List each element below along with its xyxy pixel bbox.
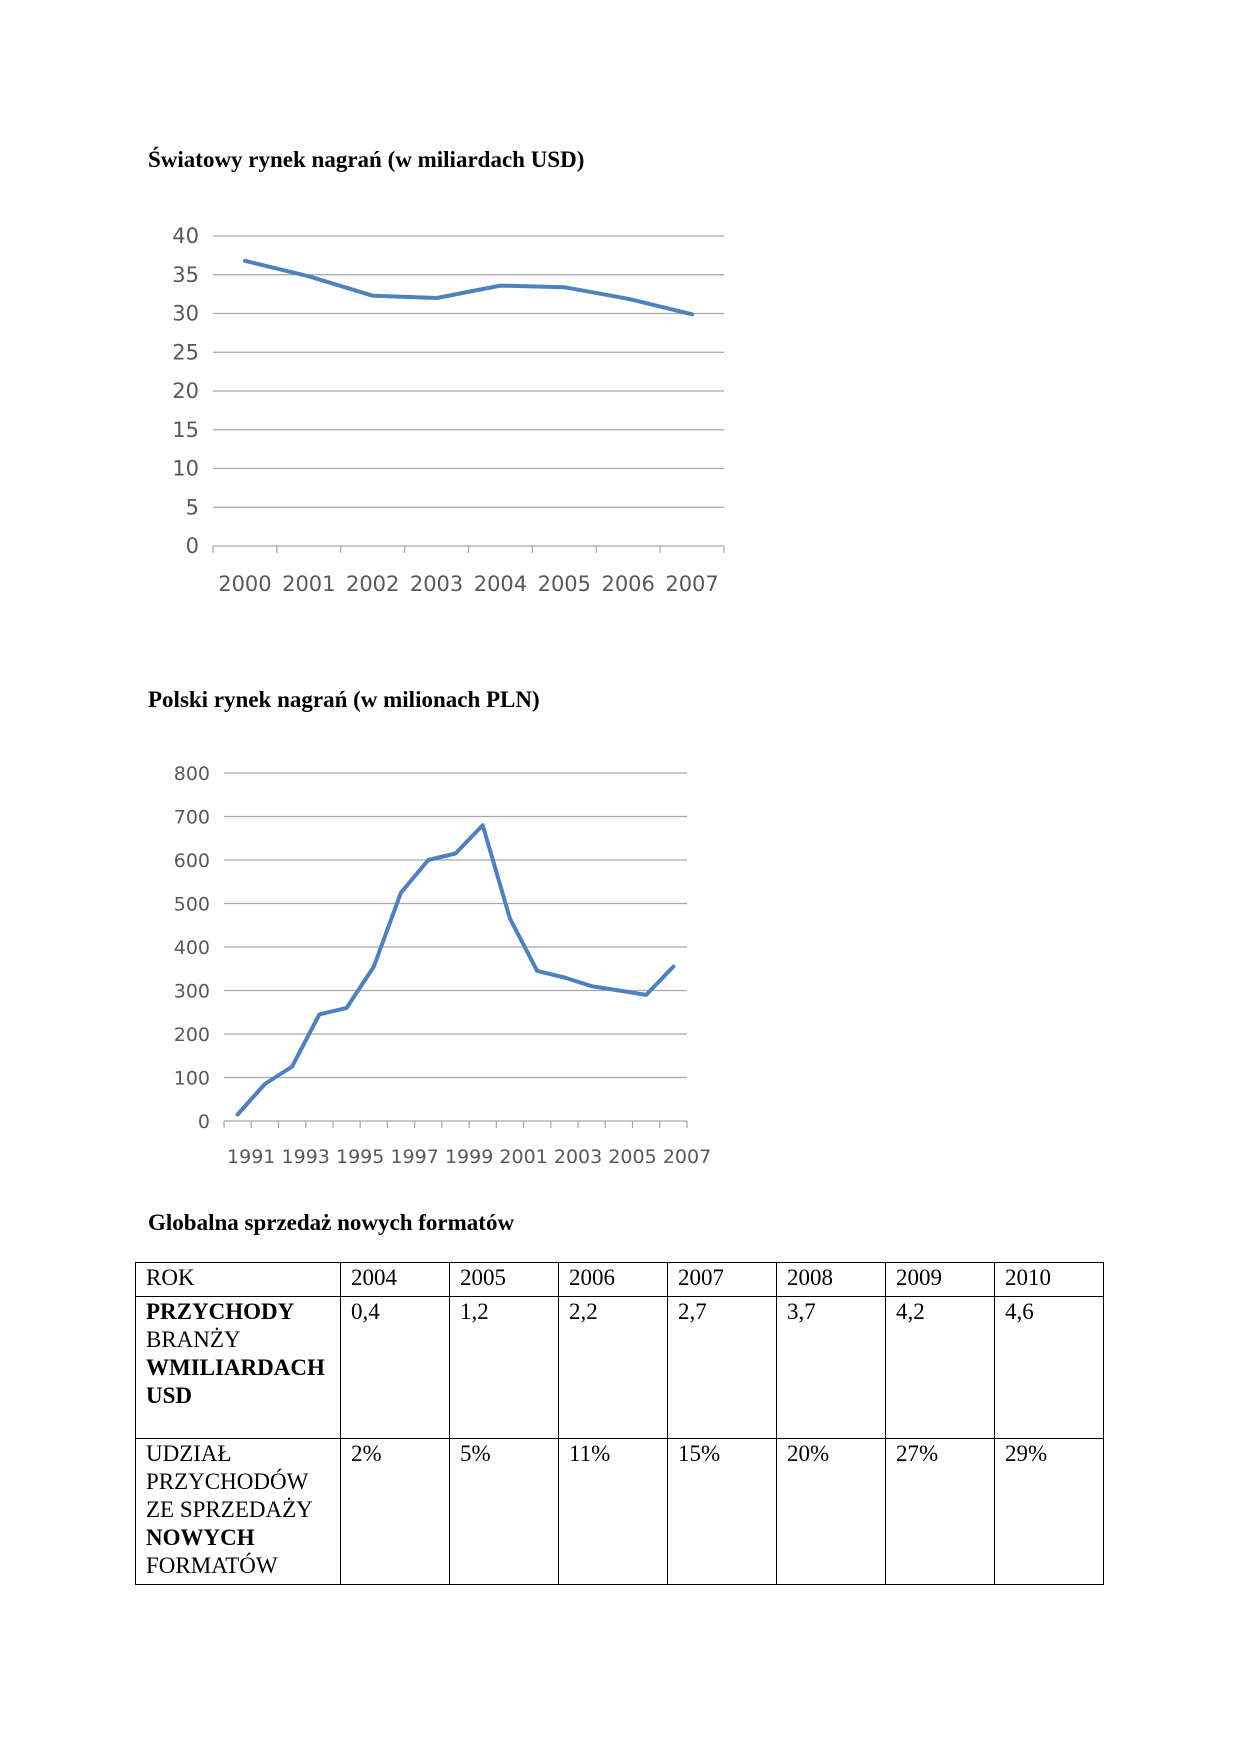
x-tick-label: 2001 (499, 1146, 548, 1168)
label-line: PRZYCHODÓW (146, 1469, 309, 1494)
label-line: FORMATÓW (146, 1553, 278, 1578)
poland-market-heading: Polski rynek nagrań (w milionach PLN) (148, 687, 540, 712)
y-tick-label: 400 (173, 937, 210, 959)
table-cell: 2% (341, 1439, 450, 1585)
y-tick-label: 35 (172, 262, 199, 287)
x-tick-label: 1995 (335, 1146, 385, 1168)
y-tick-label: 20 (172, 379, 199, 403)
formats-table (135, 1262, 1104, 1585)
label-line: WMILIARDACH (146, 1355, 325, 1380)
x-tick-label: 2003 (409, 572, 464, 596)
data-series-line (245, 261, 692, 315)
table-cell: 4,2 (886, 1297, 995, 1439)
header-cell-year: 2010 (995, 1263, 1104, 1297)
label-line: PRZYCHODY (146, 1299, 295, 1324)
table-cell: 2,2 (559, 1297, 668, 1439)
table-cell: 2,7 (668, 1297, 777, 1439)
label-line: ZE SPRZEDAŻY (146, 1497, 313, 1522)
header-cell-year: 2005 (450, 1263, 559, 1297)
x-tick-label: 2006 (601, 572, 655, 596)
table-cell: 27% (886, 1439, 995, 1585)
x-tick-label: 2007 (662, 1146, 712, 1168)
x-tick-label: 1993 (281, 1146, 330, 1168)
table-cell: 5% (450, 1439, 559, 1585)
header-cell-year: 2006 (559, 1263, 668, 1297)
y-tick-label: 30 (172, 301, 199, 326)
table-cell: 11% (559, 1439, 668, 1585)
y-tick-label: 100 (173, 1067, 210, 1090)
header-cell-year: 2007 (668, 1263, 777, 1297)
x-tick-label: 2005 (608, 1146, 657, 1168)
y-tick-label: 15 (172, 417, 199, 442)
y-tick-label: 700 (173, 806, 210, 829)
x-tick-label: 2001 (282, 572, 336, 596)
table-cell: 1,2 (450, 1297, 559, 1439)
y-tick-label: 5 (185, 495, 199, 520)
table-row-revenue (136, 1297, 1104, 1439)
y-tick-label: 200 (173, 1024, 210, 1046)
y-tick-label: 0 (197, 1111, 210, 1133)
table-cell: 3,7 (777, 1297, 886, 1439)
row-label-revenue (136, 1297, 341, 1439)
x-tick-label: 2005 (537, 572, 592, 596)
header-cell-year: 2009 (886, 1263, 995, 1297)
y-tick-label: 800 (173, 763, 210, 785)
y-tick-label: 10 (172, 456, 199, 481)
table-cell: 15% (668, 1439, 777, 1585)
x-tick-label: 2002 (345, 572, 400, 596)
header-cell-label: ROK (136, 1263, 341, 1297)
y-tick-label: 25 (172, 340, 199, 365)
header-cell-year: 2004 (341, 1263, 450, 1297)
x-tick-label: 1997 (390, 1146, 439, 1168)
table-cell: 29% (995, 1439, 1104, 1585)
world-market-chart (0, 210, 1240, 610)
label-line: BRANŻY (146, 1327, 241, 1352)
table-cell: 20% (777, 1439, 886, 1585)
table-header-row (136, 1263, 1104, 1297)
x-tick-label: 1999 (444, 1146, 494, 1168)
data-series-line (238, 825, 674, 1114)
y-tick-label: 40 (172, 224, 199, 248)
x-tick-label: 2007 (665, 572, 719, 596)
table-cell: 4,6 (995, 1297, 1104, 1439)
y-tick-label: 600 (173, 850, 210, 872)
x-tick-label: 2004 (473, 572, 528, 596)
label-line: NOWYCH (146, 1525, 255, 1550)
y-tick-label: 500 (173, 893, 210, 916)
label-line: USD (146, 1383, 193, 1408)
y-tick-label: 300 (173, 980, 210, 1003)
x-tick-label: 1991 (227, 1146, 276, 1168)
row-label-share (136, 1439, 341, 1585)
y-tick-label: 0 (185, 534, 199, 558)
x-tick-label: 2003 (553, 1146, 603, 1168)
formats-heading: Globalna sprzedaż nowych formatów (148, 1210, 515, 1235)
x-tick-label: 2000 (218, 572, 272, 596)
header-cell-year: 2008 (777, 1263, 886, 1297)
table-cell: 0,4 (341, 1297, 450, 1439)
table-row-share (136, 1439, 1104, 1585)
poland-market-chart (0, 755, 1240, 1175)
label-line: UDZIAŁ (146, 1441, 232, 1466)
world-market-heading: Światowy rynek nagrań (w miliardach USD) (148, 147, 585, 172)
